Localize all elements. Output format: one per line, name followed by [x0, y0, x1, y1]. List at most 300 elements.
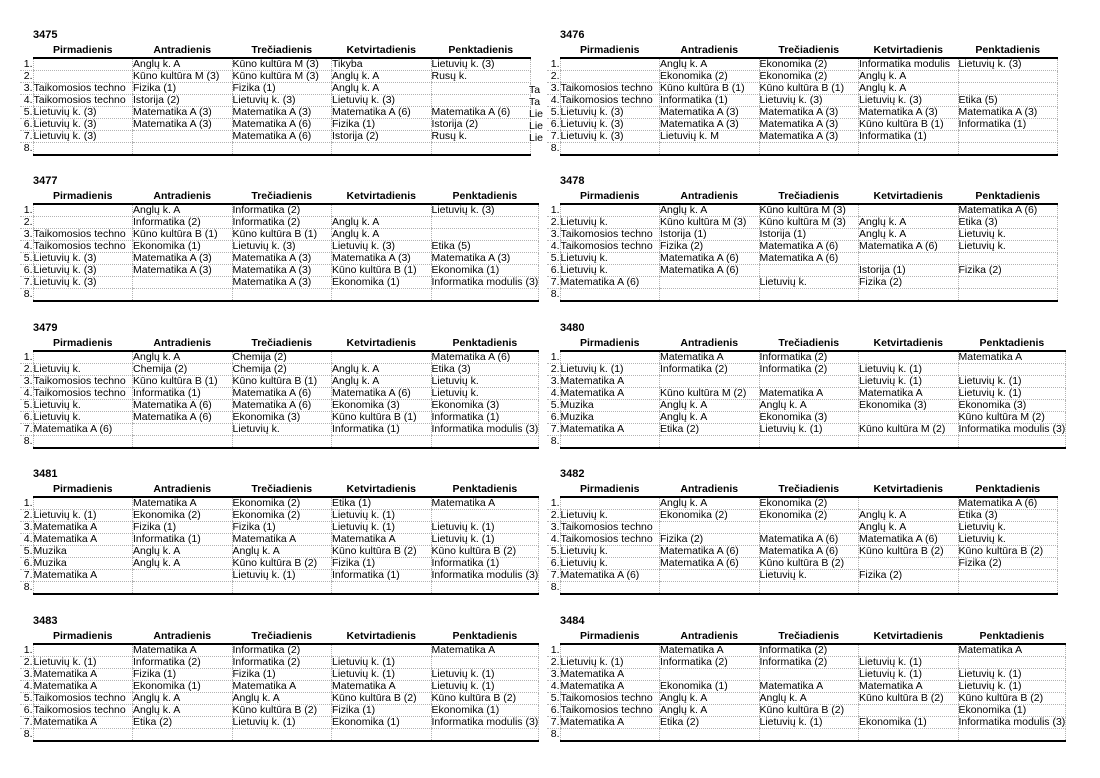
period-number: 5. — [547, 546, 560, 558]
period-row — [20, 289, 539, 302]
lesson-cell: Ekonomika (2) — [660, 510, 760, 522]
lesson-cell: Lietuvių k. M — [660, 131, 760, 143]
day-header: Trečiadienis — [759, 190, 859, 204]
lesson-cell: Lietuvių k. — [759, 277, 859, 289]
lesson-cell: Informatika modulis (3) — [431, 716, 539, 728]
period-number: 5. — [20, 693, 33, 705]
lesson-cell: Informatika modulis (3) — [431, 569, 539, 581]
lesson-cell — [660, 522, 760, 534]
day-header: Pirmadienis — [33, 337, 133, 351]
period-row — [547, 669, 1066, 681]
lesson-cell: Kūno kultūra B (2) — [332, 693, 432, 705]
lesson-cell: Lietuvių k. (3) — [431, 58, 531, 71]
day-header: Pirmadienis — [560, 44, 660, 58]
lesson-cell: Ekonomika (1) — [332, 277, 432, 289]
lesson-cell — [958, 729, 1066, 742]
lesson-cell — [660, 570, 760, 582]
period-row — [20, 229, 539, 241]
period-row — [547, 729, 1066, 742]
lesson-cell: Fizika (1) — [133, 669, 233, 681]
lesson-cell — [660, 669, 760, 681]
period-row — [20, 669, 539, 681]
period-number: 4. — [20, 388, 33, 400]
lesson-cell — [560, 58, 660, 71]
lesson-cell: Lietuvių k. — [560, 253, 660, 265]
timetable-grid — [20, 337, 539, 449]
lesson-cell: Anglų k. A — [660, 497, 760, 510]
period-row — [20, 644, 539, 657]
lesson-cell: Lietuvių k. (3) — [33, 265, 133, 277]
timetable-3484 — [547, 615, 1066, 742]
period-number: 1. — [547, 204, 560, 217]
lesson-cell: Kūno kultūra M (3) — [759, 217, 859, 229]
lesson-cell: Taikomosios techno — [33, 693, 133, 705]
lesson-cell: Matematika A (3) — [133, 107, 233, 119]
lesson-cell: Matematika A (3) — [133, 119, 233, 131]
lesson-cell: Lietuvių k. (1) — [958, 681, 1066, 693]
lesson-cell: Matematika A — [560, 669, 660, 681]
lesson-cell: Matematika A — [332, 534, 432, 546]
lesson-cell: Fizika (1) — [232, 669, 332, 681]
lesson-cell — [560, 729, 660, 742]
lesson-cell: Matematika A — [232, 681, 332, 693]
lesson-cell: Matematika A — [560, 424, 660, 436]
lesson-cell: Matematika A (6) — [133, 400, 233, 412]
period-number: 7. — [20, 277, 33, 289]
lesson-cell: Lietuvių k. (3) — [33, 107, 133, 119]
lesson-cell — [332, 289, 432, 302]
lesson-cell: Matematika A (6) — [958, 204, 1058, 217]
lesson-cell — [759, 289, 859, 302]
period-row — [20, 522, 539, 534]
period-number: 8. — [23, 288, 33, 301]
lesson-cell: Lietuvių k. (3) — [560, 107, 660, 119]
lesson-cell: Matematika A — [759, 388, 859, 400]
lesson-cell: Kūno kultūra B (1) — [759, 83, 859, 95]
lesson-cell — [33, 289, 133, 302]
lesson-cell: Ekonomika (3) — [958, 400, 1066, 412]
lesson-cell — [33, 217, 133, 229]
lesson-cell: Informatika (2) — [133, 217, 233, 229]
lesson-cell: Muzika — [560, 400, 660, 412]
lesson-cell: Kūno kultūra B (2) — [759, 705, 859, 717]
lesson-cell — [431, 657, 539, 669]
lesson-cell: Informatika modulis — [859, 58, 959, 71]
day-header: Pirmadienis — [33, 483, 133, 497]
lesson-cell: Ekonomika (1) — [133, 241, 233, 253]
period-row — [547, 83, 1058, 95]
period-row — [547, 412, 1066, 424]
lesson-cell: Anglų k. A — [759, 400, 859, 412]
lesson-cell: Matematika A (6) — [431, 107, 531, 119]
lesson-cell: Lietuvių k. (1) — [560, 657, 660, 669]
lesson-cell: Matematika A (3) — [133, 253, 233, 265]
period-number: 6. — [547, 558, 560, 570]
lesson-cell — [859, 204, 959, 217]
lesson-cell — [431, 436, 539, 449]
lesson-cell: Matematika A (6) — [660, 546, 760, 558]
timetable-number: 3478 — [560, 175, 585, 187]
lesson-cell: Matematika A (6) — [431, 351, 539, 364]
lesson-cell: Lietuvių k. (3) — [859, 95, 959, 107]
lesson-cell: Etika (2) — [660, 717, 760, 729]
lesson-cell: Lietuvių k. (1) — [332, 522, 432, 534]
period-number: 2. — [547, 657, 560, 669]
lesson-cell: Matematika A (3) — [232, 107, 332, 119]
lesson-cell — [759, 522, 859, 534]
lesson-cell: Informatika (2) — [759, 364, 859, 376]
period-row — [20, 558, 539, 570]
lesson-cell: Ekonomika (3) — [332, 400, 432, 412]
lesson-cell — [958, 277, 1058, 289]
lesson-cell: Matematika A — [560, 717, 660, 729]
lesson-cell: Lietuvių k. (1) — [431, 534, 539, 546]
lesson-cell: Matematika A (6) — [759, 534, 859, 546]
lesson-cell: Kūno kultūra B (1) — [332, 265, 432, 277]
lesson-cell: Matematika A (3) — [332, 253, 432, 265]
lesson-cell — [859, 497, 959, 510]
lesson-cell: Matematika A — [33, 522, 133, 534]
lesson-cell: Ekonomika (2) — [759, 58, 859, 71]
lesson-cell — [859, 143, 959, 156]
lesson-cell: Anglų k. A — [332, 364, 432, 376]
period-row — [20, 95, 531, 107]
lesson-cell: Lietuvių k. — [33, 400, 133, 412]
lesson-cell: Matematika A (6) — [560, 277, 660, 289]
lesson-cell: Informatika (2) — [232, 657, 332, 669]
lesson-cell: Ekonomika (1) — [431, 705, 539, 717]
lesson-cell: Ekonomika (2) — [232, 510, 332, 522]
period-row — [20, 107, 531, 119]
lesson-cell: Lietuvių k. (1) — [759, 424, 859, 436]
day-header: Ketvirtadienis — [859, 630, 959, 644]
lesson-cell — [560, 436, 660, 449]
lesson-cell: Istorija (1) — [859, 265, 959, 277]
period-number: 8. — [23, 435, 33, 448]
lesson-cell: Ekonomika (1) — [958, 705, 1066, 717]
lesson-cell: Lietuvių k. (3) — [33, 253, 133, 265]
lesson-cell — [859, 351, 959, 364]
lesson-cell: Lietuvių k. (3) — [431, 204, 539, 217]
lesson-cell — [33, 729, 133, 742]
period-number: 4. — [20, 534, 33, 546]
period-number: 7. — [547, 570, 560, 582]
lesson-cell: Ekonomika (3) — [232, 412, 332, 424]
lesson-cell — [431, 143, 531, 156]
period-number: 2. — [20, 71, 33, 83]
period-row — [547, 436, 1066, 449]
row-number-header — [547, 44, 560, 58]
period-row — [20, 119, 531, 131]
lesson-cell: Matematika A — [33, 534, 133, 546]
lesson-cell: Informatika (2) — [232, 204, 332, 217]
day-header: Ketvirtadienis — [332, 44, 432, 58]
period-number: 5. — [20, 546, 33, 558]
day-header: Trečiadienis — [232, 630, 332, 644]
lesson-cell: Informatika (1) — [431, 412, 539, 424]
period-number: 7. — [20, 570, 33, 582]
lesson-cell: Informatika (2) — [232, 217, 332, 229]
timetable-number: 3479 — [33, 322, 58, 334]
day-header: Antradienis — [660, 337, 760, 351]
period-row — [547, 143, 1058, 156]
period-number: 4. — [547, 388, 560, 400]
period-number: 7. — [20, 131, 33, 143]
row-number-header — [547, 190, 560, 204]
lesson-cell — [859, 412, 959, 424]
period-number: 3. — [547, 522, 560, 534]
day-header: Trečiadienis — [232, 483, 332, 497]
period-row — [20, 204, 539, 217]
lesson-cell: Lietuvių k. — [560, 510, 660, 522]
lesson-cell: Kūno kultūra M (3) — [232, 58, 332, 71]
lesson-cell: Taikomosios techno — [33, 95, 133, 107]
lesson-cell: Taikomosios techno — [33, 241, 133, 253]
lesson-cell: Muzika — [33, 558, 133, 570]
lesson-cell: Ekonomika (3) — [759, 412, 859, 424]
lesson-cell: Taikomosios techno — [33, 388, 133, 400]
lesson-cell: Matematika A — [431, 497, 539, 510]
day-header: Pirmadienis — [33, 44, 133, 58]
lesson-cell: Lietuvių k. — [958, 229, 1058, 241]
timetable-3478 — [547, 175, 1058, 302]
lesson-cell: Anglų k. A — [859, 217, 959, 229]
period-number: 7. — [547, 131, 560, 143]
lesson-cell: Ekonomika (3) — [431, 400, 539, 412]
lesson-cell: Kūno kultūra M (3) — [759, 204, 859, 217]
period-number: 1. — [20, 204, 33, 217]
period-number: 2. — [20, 657, 33, 669]
lesson-cell: Chemija (2) — [232, 351, 332, 364]
lesson-cell: Anglų k. A — [660, 400, 760, 412]
lesson-cell: Kūno kultūra M (2) — [958, 412, 1066, 424]
lesson-cell: Lietuvių k. (1) — [332, 657, 432, 669]
period-number: 5. — [20, 400, 33, 412]
lesson-cell: Rusų k. — [431, 131, 531, 143]
period-row — [20, 265, 539, 277]
period-number: 2. — [547, 364, 560, 376]
lesson-cell — [431, 83, 531, 95]
lesson-cell — [859, 644, 959, 657]
lesson-cell — [660, 143, 760, 156]
lesson-cell: Istorija (2) — [133, 95, 233, 107]
day-header: Pirmadienis — [33, 190, 133, 204]
period-number: 1. — [20, 58, 33, 71]
lesson-cell — [332, 351, 432, 364]
lesson-cell — [560, 71, 660, 83]
lesson-cell: Informatika modulis (3) — [958, 716, 1066, 728]
period-number: 8. — [550, 581, 560, 594]
period-number: 4. — [20, 241, 33, 253]
period-row — [20, 364, 539, 376]
day-header: Antradienis — [133, 337, 233, 351]
period-number: 3. — [547, 376, 560, 388]
lesson-cell: Informatika (1) — [133, 388, 233, 400]
timetable-3475 — [20, 29, 531, 156]
lesson-cell: Fizika (2) — [859, 570, 959, 582]
lesson-cell: Lietuvių k. (1) — [232, 570, 332, 582]
day-header: Ketvirtadienis — [332, 337, 432, 351]
lesson-cell: Ekonomika (3) — [859, 400, 959, 412]
period-row — [547, 644, 1066, 657]
lesson-cell: Chemija (2) — [232, 364, 332, 376]
period-row — [547, 376, 1066, 388]
day-header: Trečiadienis — [232, 337, 332, 351]
lesson-cell — [560, 289, 660, 302]
lesson-cell: Lietuvių k. — [33, 412, 133, 424]
period-number: 1. — [20, 497, 33, 510]
period-row — [20, 253, 539, 265]
period-number: 3. — [547, 669, 560, 681]
lesson-cell: Lietuvių k. (3) — [560, 131, 660, 143]
period-number: 1. — [547, 497, 560, 510]
period-row — [547, 265, 1058, 277]
lesson-cell: Lietuvių k. (3) — [958, 58, 1058, 71]
period-number: 1. — [20, 644, 33, 657]
lesson-cell — [660, 277, 760, 289]
period-row — [547, 107, 1058, 119]
day-header: Pirmadienis — [560, 190, 660, 204]
period-row — [547, 582, 1058, 595]
timetable-3482 — [547, 468, 1058, 595]
period-number: 6. — [547, 119, 560, 131]
day-header: Pirmadienis — [560, 337, 660, 351]
lesson-cell: Ekonomika (2) — [759, 497, 859, 510]
lesson-cell: Matematika A — [232, 534, 332, 546]
lesson-cell — [958, 83, 1058, 95]
lesson-cell — [332, 582, 432, 595]
lesson-cell: Anglų k. A — [232, 546, 332, 558]
day-header: Pirmadienis — [560, 483, 660, 497]
lesson-cell: Matematika A (6) — [232, 119, 332, 131]
lesson-cell — [332, 729, 432, 742]
period-number: 6. — [20, 412, 33, 424]
lesson-cell: Matematika A — [958, 351, 1066, 364]
lesson-cell: Ekonomika (1) — [332, 717, 432, 729]
lesson-cell: Chemija (2) — [133, 364, 233, 376]
lesson-cell: Kūno kultūra B (1) — [332, 412, 432, 424]
period-row — [20, 58, 531, 71]
period-row — [20, 570, 539, 582]
lesson-cell — [859, 558, 959, 570]
timetable-grid — [547, 190, 1058, 302]
lesson-cell — [33, 71, 133, 83]
lesson-cell: Matematika A — [560, 388, 660, 400]
period-number: 8. — [23, 728, 33, 741]
lesson-cell: Informatika (1) — [859, 131, 959, 143]
lesson-cell: Informatika modulis (3) — [431, 423, 539, 435]
lesson-cell: Kūno kultūra B (1) — [232, 376, 332, 388]
lesson-cell: Kūno kultūra B (2) — [859, 546, 959, 558]
lesson-cell: Fizika (1) — [332, 705, 432, 717]
lesson-cell: Informatika modulis (3) — [431, 276, 539, 288]
period-row — [547, 241, 1058, 253]
lesson-cell: Fizika (2) — [958, 558, 1058, 570]
lesson-cell — [133, 570, 233, 582]
lesson-cell — [759, 265, 859, 277]
lesson-cell: Matematika A (6) — [958, 497, 1058, 510]
lesson-cell: Informatika (2) — [660, 364, 760, 376]
lesson-cell: Informatika (2) — [232, 644, 332, 657]
lesson-cell: Fizika (2) — [859, 277, 959, 289]
period-number: 1. — [20, 351, 33, 364]
lesson-cell — [232, 289, 332, 302]
lesson-cell: Kūno kultūra M (3) — [660, 217, 760, 229]
period-number: 5. — [547, 693, 560, 705]
timetable-number: 3480 — [560, 322, 585, 334]
lesson-cell: Etika (2) — [660, 424, 760, 436]
period-number: 5. — [547, 107, 560, 119]
lesson-cell: Matematika A (3) — [232, 265, 332, 277]
row-number-header — [20, 190, 33, 204]
period-row — [547, 119, 1058, 131]
period-row — [20, 351, 539, 364]
lesson-cell — [232, 436, 332, 449]
lesson-cell: Matematika A — [560, 376, 660, 388]
period-row — [547, 351, 1066, 364]
period-number: 4. — [547, 534, 560, 546]
lesson-cell — [133, 729, 233, 742]
period-row — [20, 705, 539, 717]
lesson-cell — [859, 729, 959, 742]
lesson-cell: Matematika A — [33, 681, 133, 693]
lesson-cell — [431, 510, 539, 522]
lesson-cell: Istorija (1) — [759, 229, 859, 241]
period-number: 6. — [547, 265, 560, 277]
lesson-cell: Taikomosios techno — [560, 83, 660, 95]
day-header: Trečiadienis — [759, 483, 859, 497]
day-header: Penktadienis — [431, 337, 539, 351]
lesson-cell: Anglų k. A — [759, 693, 859, 705]
lesson-cell: Informatika (1) — [332, 424, 432, 436]
period-row — [20, 534, 539, 546]
period-number: 6. — [547, 705, 560, 717]
lesson-cell — [560, 582, 660, 595]
period-row — [547, 253, 1058, 265]
lesson-cell: Matematika A — [431, 644, 539, 657]
day-header: Trečiadienis — [232, 190, 332, 204]
lesson-cell — [660, 729, 760, 742]
lesson-cell: Etika (3) — [958, 217, 1058, 229]
period-row — [20, 729, 539, 742]
lesson-cell: Kūno kultūra B (1) — [232, 229, 332, 241]
period-row — [20, 436, 539, 449]
lesson-cell: Matematika A — [660, 644, 760, 657]
lesson-cell: Ekonomika (2) — [660, 71, 760, 83]
lesson-cell — [660, 289, 760, 302]
lesson-cell: Lietuvių k. — [431, 388, 539, 400]
lesson-cell: Matematika A (3) — [660, 107, 760, 119]
day-header: Penktadienis — [958, 337, 1066, 351]
day-header: Penktadienis — [431, 190, 539, 204]
row-number-header — [547, 337, 560, 351]
lesson-cell: Matematika A (6) — [232, 388, 332, 400]
day-header: Penktadienis — [958, 483, 1058, 497]
lesson-cell — [133, 582, 233, 595]
lesson-cell: Ekonomika (2) — [232, 497, 332, 510]
lesson-cell — [133, 277, 233, 289]
lesson-cell: Kūno kultūra B (2) — [232, 705, 332, 717]
period-row — [547, 510, 1058, 522]
timetable-3481 — [20, 468, 539, 595]
lesson-cell — [33, 644, 133, 657]
lesson-cell: Matematika A (6) — [859, 241, 959, 253]
lesson-cell: Matematika A — [859, 388, 959, 400]
lesson-cell: Informatika (2) — [759, 351, 859, 364]
period-number: 6. — [20, 705, 33, 717]
period-row — [547, 570, 1058, 582]
day-header: Ketvirtadienis — [859, 483, 959, 497]
